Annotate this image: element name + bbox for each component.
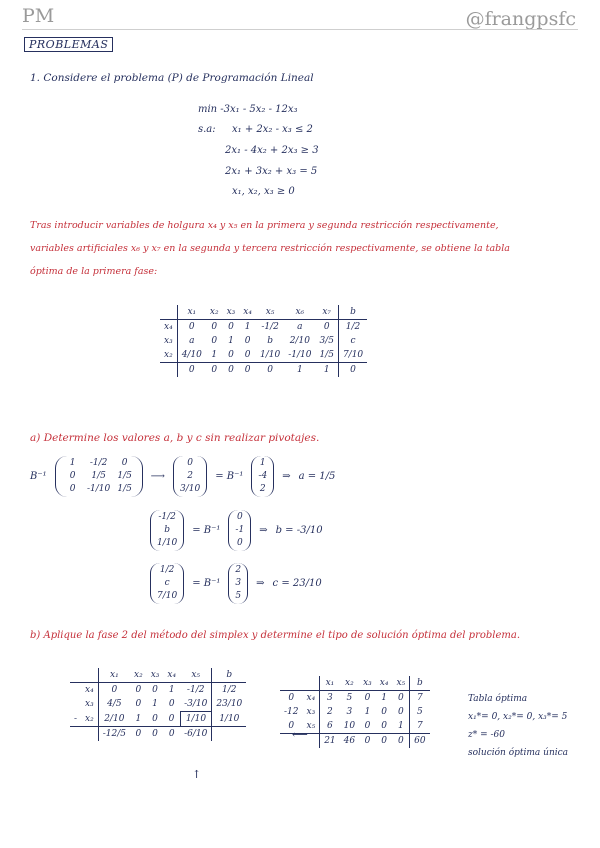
footer-basis-cell xyxy=(81,727,98,742)
table-cell: 1 xyxy=(135,713,142,724)
arrow-icon: ⟶ xyxy=(150,471,165,482)
vector-entry: c xyxy=(164,578,170,588)
table-cell: 10 xyxy=(343,721,356,731)
matrix-entry: 0 xyxy=(69,471,76,481)
table-row xyxy=(70,697,246,712)
table-cell: -1/2 xyxy=(186,685,205,695)
constraint-nonneg: x₁, x₂, x₃ ≥ 0 xyxy=(232,186,295,197)
table-cell: 3 xyxy=(346,707,353,717)
basis-variable-cell: x₃ xyxy=(306,707,316,717)
column-header: b xyxy=(410,676,430,691)
pivot-column-arrow-icon: ↑ xyxy=(192,768,202,781)
equals-binv: = B⁻¹ xyxy=(192,525,221,536)
column-header: x₁ xyxy=(320,676,340,691)
optimal-result-block xyxy=(468,690,568,762)
result-type: solución óptima única xyxy=(468,748,569,758)
matrix-entry: -1/2 xyxy=(89,458,108,468)
column-header: x₆ xyxy=(284,305,315,320)
intro-line-1: Tras introducir variables de holgura x₄ y x₅ en la primera y segunda restricción respectivamente, xyxy=(30,220,499,231)
vector-entry: 5 xyxy=(235,591,242,601)
table-row xyxy=(70,683,246,698)
table-cell: 0 xyxy=(168,713,175,724)
vector-entry: 0 xyxy=(236,538,243,548)
binv-equation-1 xyxy=(30,456,335,497)
cost-cell: 0 xyxy=(288,693,295,703)
table-cell: c xyxy=(338,334,367,348)
table-row xyxy=(280,705,430,719)
eq2-result: b = -3/10 xyxy=(275,525,323,536)
objective-function: min -3x₁ - 5x₂ - 12x₃ xyxy=(198,104,298,115)
column-header: x₅ xyxy=(392,676,409,691)
eq3-rhs-vector xyxy=(228,563,248,604)
table-cell: 1 xyxy=(228,336,234,346)
pivot-cell: 1/10 xyxy=(180,712,212,727)
column-header: x₇ xyxy=(315,305,338,320)
matrix-entry: 1/5 xyxy=(117,484,132,494)
column-header: x₂ xyxy=(340,676,359,691)
problem-text: Considere el problema (P) de Programación Lineal xyxy=(43,72,314,84)
equals-binv: = B⁻¹ xyxy=(192,578,221,589)
table-cell: 3 xyxy=(320,691,340,706)
header-divider xyxy=(22,29,578,30)
reduced-cost-cell: 0 xyxy=(177,363,206,378)
vector-entry: 2 xyxy=(187,471,193,481)
implies-icon: ⇒ xyxy=(256,578,265,589)
vector-entry: 7/10 xyxy=(157,591,178,601)
table-cell: 1/5 xyxy=(319,350,334,360)
table-header-row xyxy=(70,668,246,683)
column-header: x₃ xyxy=(223,305,240,320)
cost-cell xyxy=(70,683,81,698)
table-cell: 4/10 xyxy=(177,348,206,363)
table-row xyxy=(160,348,367,363)
reduced-cost-cell: 1 xyxy=(315,363,338,378)
table-cell: 0 xyxy=(323,322,330,332)
table-row xyxy=(280,719,430,734)
table-cell: 0 xyxy=(228,322,234,332)
vector-entry: -1/2 xyxy=(158,512,176,522)
table-cell: 2 xyxy=(320,705,340,719)
column-header: x₁ xyxy=(98,668,130,683)
table-cell: 1/10 xyxy=(212,712,246,727)
implies-icon: ⇒ xyxy=(282,471,291,482)
table-cell: 7 xyxy=(410,691,430,706)
table-cell: 0 xyxy=(244,336,251,346)
intro-line-3: óptima de la primera fase: xyxy=(30,266,158,277)
table-cell: b xyxy=(267,336,273,346)
simplex-table-3 xyxy=(280,676,430,748)
vector-entry: 1 xyxy=(259,458,266,468)
binv-equation-2 xyxy=(150,510,323,551)
table-cell: 0 xyxy=(135,685,142,695)
table-row xyxy=(160,320,367,335)
implies-icon: ⇒ xyxy=(259,525,268,536)
result-values: x₁*= 0, x₂*= 0, x₃*= 5 xyxy=(468,712,568,722)
vector-entry: 0 xyxy=(187,458,193,468)
table-cell: 23/10 xyxy=(212,697,246,712)
result-title: Tabla óptima xyxy=(468,694,528,704)
basis-header-cell xyxy=(81,668,98,683)
reduced-cost-row xyxy=(160,363,367,378)
table-header-row xyxy=(280,676,430,691)
basis-variable-cell: x₄ xyxy=(85,685,94,695)
pivot-row-arrow-icon: ⟵ xyxy=(292,728,308,741)
constraint-1: x₁ + 2x₂ - x₃ ≤ 2 xyxy=(232,124,313,135)
column-header: x₄ xyxy=(239,305,256,320)
footer-basis-cell xyxy=(160,363,177,378)
table-cell: 0 xyxy=(381,721,387,731)
simplex-table-1 xyxy=(160,305,367,377)
corner-right-label: @frangpsfc xyxy=(465,8,576,30)
problem-number: 1. xyxy=(30,72,41,84)
basis-variable-cell: x₃ xyxy=(164,336,173,346)
subject-to-label: s.a: xyxy=(198,124,216,135)
column-header: b xyxy=(338,305,367,320)
table-cell: 0 xyxy=(397,707,404,717)
reduced-cost-cell: 0 xyxy=(338,363,367,378)
footer-cost-cell xyxy=(70,727,81,742)
simplex-table-2 xyxy=(70,668,246,741)
eq2-rhs-vector xyxy=(228,510,251,551)
footer-basis-cell xyxy=(303,734,320,749)
reduced-cost-cell: 0 xyxy=(223,363,240,378)
reduced-cost-cell: 0 xyxy=(256,363,284,378)
eq3-lhs-vector xyxy=(150,563,184,604)
vector-entry: -1 xyxy=(235,525,245,535)
vector-entry: 3 xyxy=(235,578,242,588)
reduced-cost-cell: 21 xyxy=(320,734,340,749)
vector-entry: 1/2 xyxy=(159,565,175,575)
reduced-cost-cell: -6/10 xyxy=(180,727,212,742)
basis-variable-cell: x₃ xyxy=(85,699,94,710)
table-cell: -1/10 xyxy=(288,350,312,360)
vector-entry: b xyxy=(164,525,170,535)
part-b-label: b) Aplique la fase 2 del método del simplex y determine el tipo de solución óptima del problema. xyxy=(30,630,521,641)
reduced-cost-cell: 0 xyxy=(239,363,256,378)
matrix-entry: 1 xyxy=(69,458,76,468)
column-header: b xyxy=(212,668,246,683)
cost-cell: -12 xyxy=(284,707,299,717)
column-header: x₅ xyxy=(256,305,284,320)
table-cell: 0 xyxy=(364,693,371,703)
table-cell: 1 xyxy=(168,685,175,695)
equals-binv: = B⁻¹ xyxy=(215,471,244,482)
reduced-cost-cell: 0 xyxy=(392,734,409,749)
reduced-cost-cell: 0 xyxy=(163,727,180,742)
reduced-cost-cell: 0 xyxy=(376,734,393,749)
table-cell: 0 xyxy=(364,721,371,731)
table-cell: 4/5 xyxy=(98,697,130,712)
table-cell: 0 xyxy=(168,699,175,710)
table-row xyxy=(160,334,367,348)
column-header: x₃ xyxy=(147,668,164,683)
table-cell: 2/10 xyxy=(289,336,310,346)
basis-header-cell xyxy=(303,676,320,691)
binv-equation-3 xyxy=(150,563,322,604)
constraint-2: 2x₁ - 4x₂ + 2x₃ ≥ 3 xyxy=(225,145,319,156)
table-cell: 0 xyxy=(228,350,234,360)
matrix-entry: 0 xyxy=(121,458,128,468)
table-cell: 0 xyxy=(98,683,130,698)
table-cell: 0 xyxy=(152,713,158,724)
binv-label: B⁻¹ xyxy=(30,471,47,482)
matrix-entry: -1/10 xyxy=(87,484,111,494)
basis-header-cell xyxy=(160,305,177,320)
reduced-cost-cell: 0 xyxy=(359,734,376,749)
basis-variable-cell: x₂ xyxy=(85,713,94,724)
table-row xyxy=(280,691,430,706)
table-cell: 2/10 xyxy=(98,712,130,727)
phase2-optimal-table xyxy=(280,676,430,748)
table-cell: 0 xyxy=(244,350,251,360)
problem-statement xyxy=(30,72,314,84)
table-cell: 1/10 xyxy=(259,350,281,360)
column-header: x₅ xyxy=(180,668,212,683)
vector-entry: -4 xyxy=(258,471,268,481)
table-cell: 1/2 xyxy=(338,320,367,335)
table-cell: 6 xyxy=(320,719,340,734)
table-cell: 0 xyxy=(381,707,387,717)
reduced-cost-cell: -12/5 xyxy=(98,727,130,742)
table-cell: 0 xyxy=(211,322,218,332)
eq1-result: a = 1/5 xyxy=(298,471,336,482)
reduced-cost-cell: 0 xyxy=(147,727,164,742)
table-cell: 7/10 xyxy=(338,348,367,363)
table-header-row xyxy=(160,305,367,320)
basis-variable-cell: x₄ xyxy=(164,322,173,332)
table-cell: 1/2 xyxy=(212,683,246,698)
reduced-cost-cell: 1 xyxy=(284,363,315,378)
column-header: x₄ xyxy=(163,668,180,683)
reduced-cost-row xyxy=(280,734,430,749)
table-cell: 1 xyxy=(211,350,218,360)
cost-cell: - xyxy=(74,713,78,724)
phase1-optimal-table xyxy=(160,305,367,377)
section-badge: PROBLEMAS xyxy=(24,37,113,52)
footer-cost-cell xyxy=(280,734,303,749)
table-cell: -1/2 xyxy=(261,322,279,332)
basis-variable-cell: x₅ xyxy=(306,721,316,731)
intro-line-2: variables artificiales x₆ y x₇ en la segunda y tercera restricción respectivamente, se obtiene la tabla xyxy=(30,243,510,254)
table-cell: 3/5 xyxy=(319,336,334,346)
eq1-lhs-vector xyxy=(173,456,207,497)
vector-entry: 0 xyxy=(236,512,243,522)
table-cell: 7 xyxy=(410,719,430,734)
eq2-lhs-vector xyxy=(150,510,184,551)
table-cell: 0 xyxy=(135,699,142,710)
table-cell: 0 xyxy=(177,320,206,335)
table-cell: -3/10 xyxy=(184,699,208,709)
matrix-entry: 1/5 xyxy=(117,471,132,481)
table-cell: 1 xyxy=(152,699,158,710)
reduced-cost-cell: 60 xyxy=(410,734,430,749)
corner-left-label: PM xyxy=(22,5,55,27)
table-cell: 1 xyxy=(397,721,404,731)
vector-entry: 3/10 xyxy=(179,484,201,494)
table-cell: 0 xyxy=(397,693,404,703)
cost-header-cell xyxy=(280,676,303,691)
table-cell: a xyxy=(177,334,206,348)
eq1-rhs-vector xyxy=(251,456,274,497)
table-cell: 1 xyxy=(364,707,371,717)
reduced-cost-row xyxy=(70,727,246,742)
phase2-initial-table xyxy=(70,668,308,781)
column-header: x₁ xyxy=(177,305,206,320)
table-cell: 1 xyxy=(244,322,251,332)
cost-cell: 0 xyxy=(288,721,295,731)
column-header: x₃ xyxy=(359,676,376,691)
constraint-3: 2x₁ + 3x₂ + x₃ = 5 xyxy=(225,166,318,177)
vector-entry: 2 xyxy=(235,565,242,575)
basis-variable-cell: x₄ xyxy=(306,693,316,703)
reduced-cost-cell xyxy=(212,727,246,742)
table-row xyxy=(70,712,246,727)
vector-entry: 1/10 xyxy=(157,538,178,548)
table-cell: 0 xyxy=(211,336,218,346)
reduced-cost-cell: 0 xyxy=(130,727,147,742)
basis-variable-cell: x₂ xyxy=(164,350,173,360)
column-header: x₂ xyxy=(206,305,223,320)
matrix-entry: 0 xyxy=(69,484,76,494)
column-header: x₂ xyxy=(130,668,147,683)
matrix-entry: 1/5 xyxy=(91,471,106,481)
binv-matrix xyxy=(55,456,143,497)
cost-header-cell xyxy=(70,668,81,683)
result-z: z* = -60 xyxy=(468,730,505,740)
table-cell: 5 xyxy=(346,693,353,703)
column-header: x₄ xyxy=(376,676,393,691)
reduced-cost-cell: 0 xyxy=(206,363,223,378)
part-a-label: a) Determine los valores a, b y c sin realizar pivotajes. xyxy=(30,432,320,444)
vector-entry: 2 xyxy=(259,484,266,494)
table-cell: 0 xyxy=(152,685,158,695)
eq3-result: c = 23/10 xyxy=(272,578,322,589)
reduced-cost-cell: 46 xyxy=(340,734,359,749)
table-cell: 5 xyxy=(410,705,430,719)
table-cell: 1 xyxy=(381,693,387,703)
cost-cell xyxy=(70,697,81,712)
table-cell: a xyxy=(297,322,303,332)
